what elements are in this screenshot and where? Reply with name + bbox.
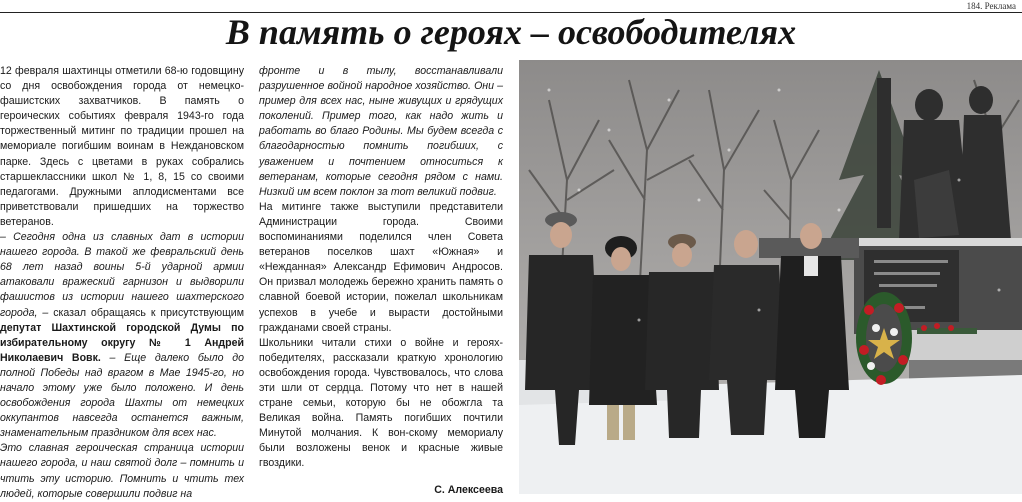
speaker-name: депутат Шахтинской городской Думы по избирательному округу № 1 Андрей Николаевич Вовк. (0, 321, 244, 364)
quote-text: – Еще далеко было до полной Победы над врагом в Мае 1945-го, но начало этому уже было положено. И день освобождения города Шахты от немецких оккупантов навсегда останется важным, знаменательным праздником для всех нас. (0, 351, 244, 440)
paragraph-quote-continued: Это славная героическая страница истории нашего города, и наш святой долг – помнить и чтить эту историю. Помнить и чтить тех людей, которые совершили подвиг на (0, 442, 244, 500)
article-column-2 (259, 64, 503, 472)
memorial-photo (519, 60, 1022, 494)
attribution-text: сказал обращаясь к присутствующим (48, 306, 244, 319)
author-byline: С. Алексеева (434, 484, 503, 496)
page-label: 184. Реклама (966, 1, 1016, 11)
paragraph-quote (0, 230, 244, 441)
paragraph-ceremony: Школьники читали стихи о войне и героях-победителях, рассказали краткую хронологию освобождения города. Чувствовалось, что слова эти шли от сердца. Потому что нет в нашей стране семьи, которую бы не обожгла та Великая война. Память погибших почтили Минутой молчания. К вон-скому мемориалу были возложены венок и красные живые гвоздики. (259, 336, 503, 470)
article-column-1 (0, 64, 244, 502)
paragraph-intro: 12 февраля шахтинцы отметили 68-ю годовщину со дня освобождения города от немецко-фашистских захватчиков. В память о героических событиях февраля 1943-го года торжественный митинг по традиции прошел на мемориале погибшим воинам в Неждановском парке. Здесь с цветами в руках собрались старшеклассники школ № 1, 8, 15 со своими педагогами. Дружными аплодисментами все приветствовали пришедших на торжество ветеранов. (0, 65, 244, 228)
quote-text: – Сегодня одна из славных дат в истории нашего города. В такой же февральский день 68 лет назад воины 5-й ударной армии атаковали вражеский гарнизон и выдворили фашистов из истории нашего шахтерского города, – (0, 231, 244, 319)
paragraph-quote-end: фронте и в тылу, восстанавливали разрушенное войной народное хозяйство. Они – пример для всех нас, ныне живущих и грядущих поколений. Пример того, как надо жить и работать во благо Родины. Мы будем всегда с благодарностью помнить погибших, с уважением и почтением относиться к ветеранам, которые сегодня рядом с нами. Низкий им всем поклон за тот великий подвиг. (259, 65, 503, 198)
paragraph-speakers: На митинге также выступили представители Администрации города. Своими воспоминаниями поделился член Совета ветеранов поселков шахт «Южная» и «Нежданная» Александр Ефимович Андросов. Он призвал молодежь бережно хранить память о славной боевой истории, пожелал школьникам успехов в учебе и вырасти достойными гражданами своей страны. (259, 200, 503, 334)
article-headline: В память о героях – освободителях (225, 12, 797, 52)
